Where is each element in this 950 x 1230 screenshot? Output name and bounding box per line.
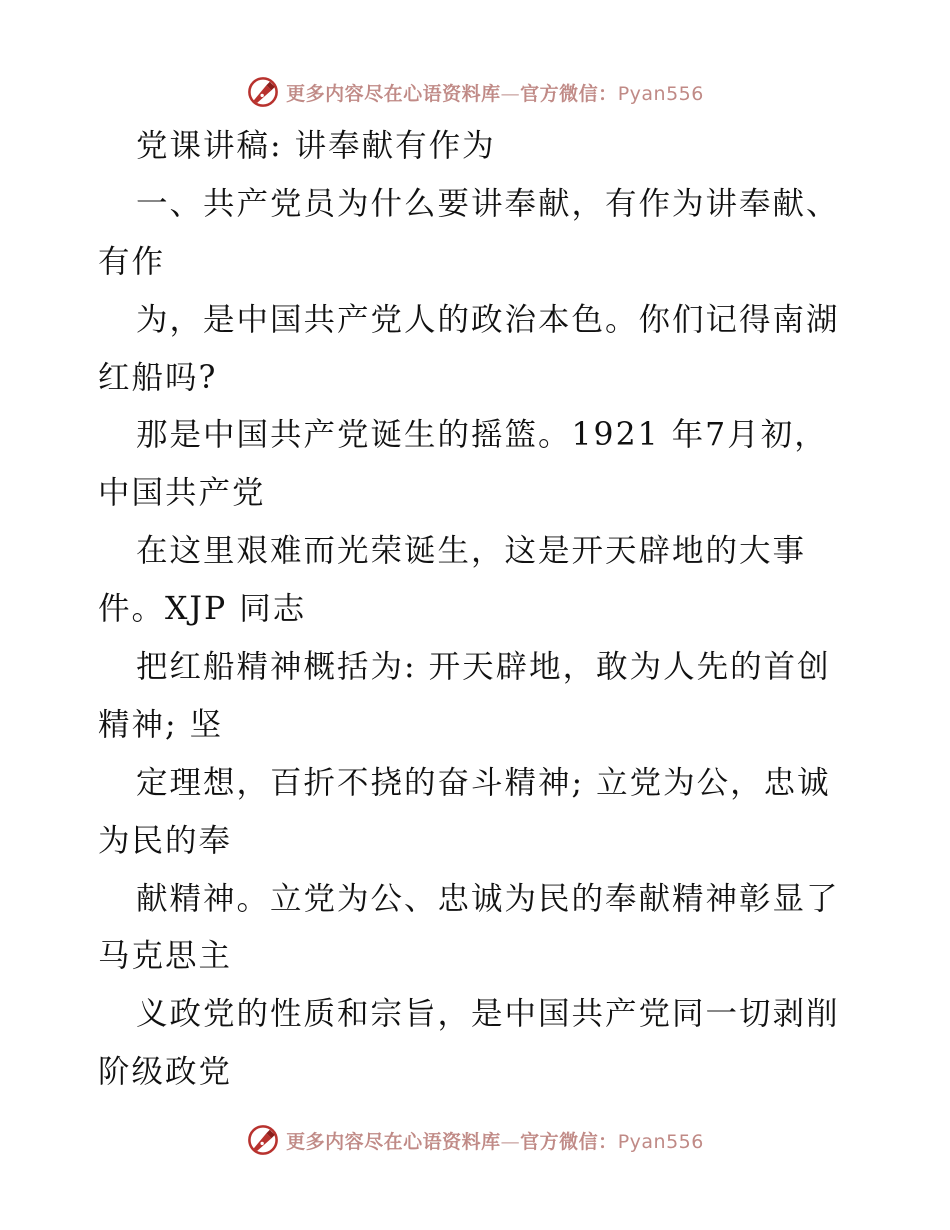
text-line: 献精神。立党为公、忠诚为民的奉献精神彰显了 [136,880,840,917]
header-watermark-banner [0,70,950,114]
footer-watermark-separator: — [500,1130,521,1153]
document-body [98,118,858,1102]
footer-watermark-text [286,1127,704,1154]
header-watermark-account: Pyan556 [617,82,704,105]
pen-nib-icon [246,1123,280,1157]
text-line: 一、共产党员为什么要讲奉献，有作为讲奉献、 [136,185,840,222]
text-line: 中国共产党 [98,475,266,512]
footer-watermark-banner [0,1118,950,1162]
header-watermark-text [286,79,704,106]
text-line: 在这里艰难而光荣诞生，这是开天辟地的大事 [136,533,807,570]
text-line: 红船吗? [98,359,218,396]
pen-nib-icon [246,75,280,109]
text-line: 为民的奉 [98,822,233,859]
footer-watermark-main: 更多内容尽在心语资料库 [286,1130,501,1153]
text-line: 定理想，百折不挠的奋斗精神; 立党为公，忠诚 [136,764,831,801]
text-line: 党课讲稿: 讲奉献有作为 [136,128,496,164]
header-watermark-separator: — [500,82,521,105]
text-line: 有作 [98,243,166,280]
footer-watermark-account: Pyan556 [617,1130,704,1153]
text-line: 阶级政党 [98,1054,233,1091]
text-line: 马克思主 [98,938,233,975]
footer-watermark-wechat-label: 官方微信： [520,1130,618,1153]
text-line: 为，是中国共产党人的政治本色。你们记得南湖 [136,301,840,338]
text-line: 那是中国共产党诞生的摇篮。1921 年7月初， [136,417,828,454]
text-line: 把红船精神概括为: 开天辟地，敢为人先的首创 [136,649,831,686]
header-watermark-main: 更多内容尽在心语资料库 [286,82,501,105]
text-line: 义政党的性质和宗旨，是中国共产党同一切剥削 [136,996,840,1033]
header-watermark-wechat-label: 官方微信： [520,82,618,105]
text-line: 精神; 坚 [98,706,224,743]
text-line: 件。XJP 同志 [98,591,307,628]
